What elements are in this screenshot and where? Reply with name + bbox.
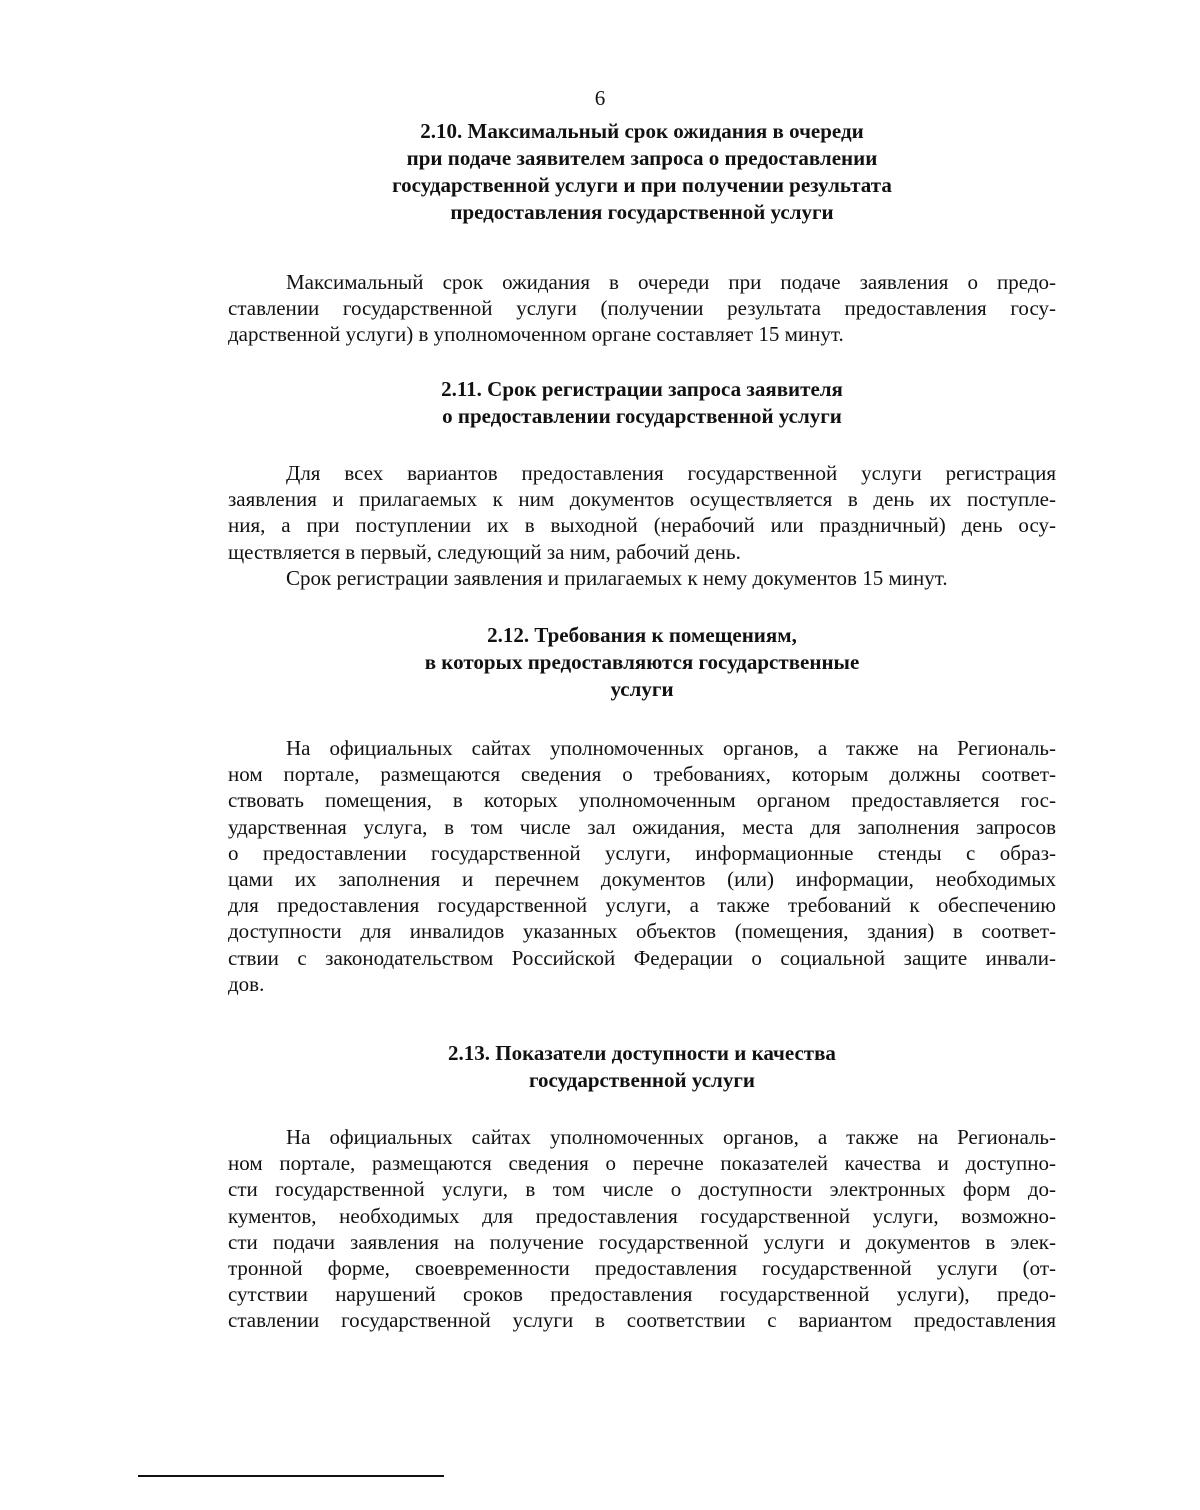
section-2-11-paragraph (228, 460, 1056, 591)
footnote-separator (138, 1475, 444, 1477)
heading-line: государственной услуги и при получении результата (392, 173, 892, 197)
text-line: о предоставлении государственной услуги, информационные стенды с образ- (228, 840, 1056, 865)
page-number: 6 (594, 86, 606, 110)
heading-line: 2.11. Срок регистрации запроса заявителя (441, 377, 843, 401)
text-line: кументов, необходимых для предоставления государственной услуги, возможно- (228, 1203, 1056, 1228)
text-line: цами их заполнения и перечнем документов (или) информации, необходимых (228, 867, 1056, 892)
text-line: Для всех вариантов предоставления государственной услуги регистрация (286, 461, 1056, 485)
text-line: ставлении государственной услуги (получении результата предоставления госу- (228, 296, 1056, 321)
heading-line: в которых предоставляются государственные (424, 650, 860, 674)
section-2-10-paragraph (228, 269, 1056, 348)
text-line: дов. (228, 971, 265, 996)
heading-line: при подаче заявителем запроса о предоставлении (406, 146, 878, 170)
text-line: ществляется в первый, следующий за ним, рабочий день. (228, 539, 741, 564)
text-line: На официальных сайтах уполномоченных органов, а также на Региональ- (286, 1125, 1056, 1149)
text-line: доступности для инвалидов указанных объектов (помещения, здания) в соответ- (228, 919, 1056, 944)
text-line: ствовать помещения, в которых уполномоченным органом предоставляется гос- (228, 788, 1056, 813)
text-line: сутствии нарушений сроков предоставления государственной услуги), предо- (228, 1282, 1056, 1307)
section-2-13-paragraph (228, 1124, 1056, 1334)
heading-line: государственной услуги (529, 1068, 755, 1092)
section-2-11-heading (228, 376, 1056, 430)
text-line: Максимальный срок ожидания в очереди при подаче заявления о предо- (286, 270, 1056, 294)
text-line: ном портале, размещаются сведения о перечне показателей качества и доступно- (228, 1151, 1056, 1176)
text-line: для предоставления государственной услуги, а также требований к обеспечению (228, 893, 1056, 918)
heading-line: услуги (610, 677, 674, 701)
text-line: На официальных сайтах уполномоченных органов, а также на Региональ- (286, 736, 1056, 760)
text-line: ударственная услуга, в том числе зал ожидания, места для заполнения запросов (228, 814, 1056, 839)
text-line: сти государственной услуги, в том числе о доступности электронных форм до- (228, 1177, 1056, 1202)
section-2-10-heading (228, 118, 1056, 226)
heading-line: 2.12. Требования к помещениям, (487, 623, 797, 647)
section-2-13-heading (228, 1040, 1056, 1094)
text-line: тронной форме, своевременности предоставления государственной услуги (от- (228, 1256, 1056, 1281)
text-line: Срок регистрации заявления и прилагаемых к нему документов 15 минут. (286, 565, 948, 590)
text-line: сти подачи заявления на получение государственной услуги и документов в элек- (228, 1229, 1056, 1254)
text-line: дарственной услуги) в уполномоченном органе составляет 15 минут. (228, 322, 844, 347)
section-2-12-paragraph (228, 735, 1056, 997)
text-line: ния, а при поступлении их в выходной (нерабочий или праздничный) день осу- (228, 513, 1056, 538)
heading-line: 2.10. Максимальный срок ожидания в очереди (420, 119, 864, 143)
text-line: ствии с законодательством Российской Федерации о социальной защите инвали- (228, 945, 1056, 970)
heading-line: о предоставлении государственной услуги (442, 404, 842, 428)
heading-line: 2.13. Показатели доступности и качества (448, 1041, 836, 1065)
text-line: ставлении государственной услуги в соответствии с вариантом предоставления (228, 1308, 1056, 1333)
section-2-12-heading (228, 622, 1056, 703)
text-line: заявления и прилагаемых к ним документов осуществляется в день их поступле- (228, 487, 1056, 512)
text-line: ном портале, размещаются сведения о требованиях, которым должны соответ- (228, 762, 1056, 787)
heading-line: предоставления государственной услуги (450, 200, 834, 224)
